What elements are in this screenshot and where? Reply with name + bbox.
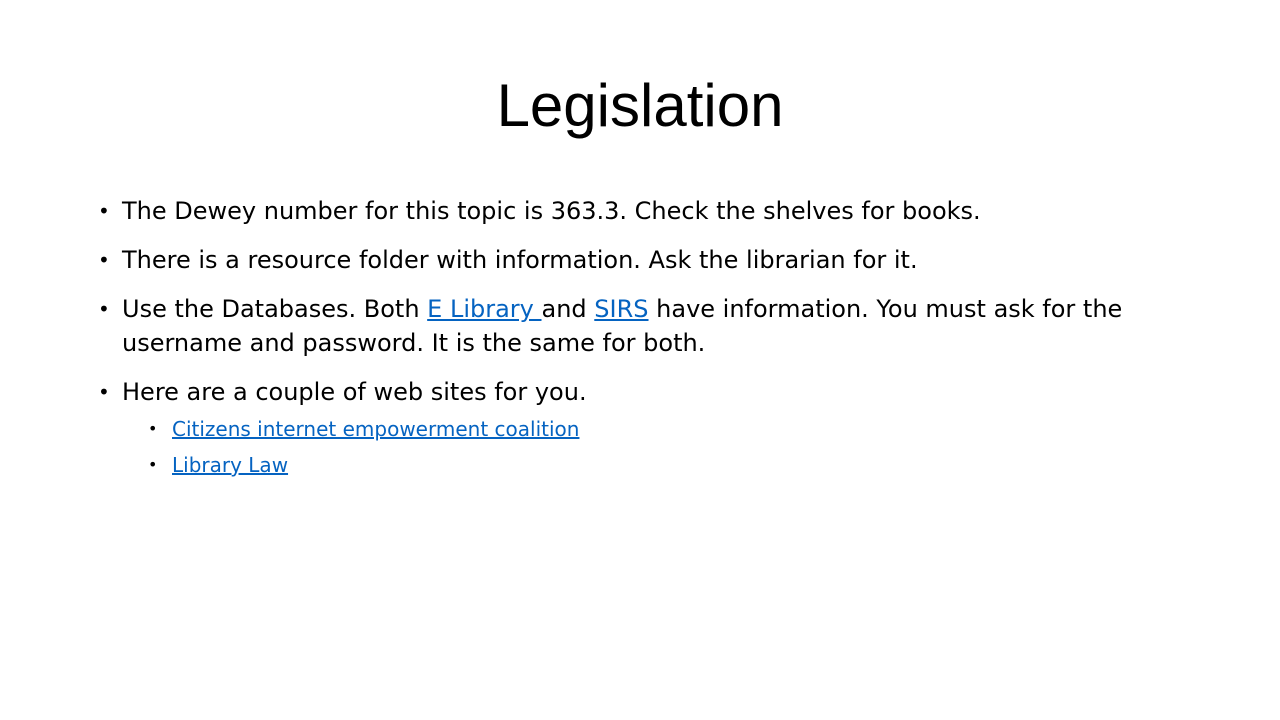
bullet-resource-folder-text: There is a resource folder with information. Ask the librarian for it. — [122, 246, 918, 274]
sub-bullet-citizens — [146, 415, 1196, 443]
slide-body — [96, 194, 1196, 494]
bullet-databases-pre: Use the Databases. Both — [122, 295, 428, 323]
bullet-databases-post: have information. You must ask for the username and password. It is the same for both. — [122, 295, 1123, 357]
bullet-web-sites — [96, 375, 1196, 479]
slide-title: Legislation — [496, 72, 784, 139]
bullet-databases — [96, 292, 1196, 360]
sub-bullet-library-law — [146, 451, 1196, 479]
bullet-web-sites-text: Here are a couple of web sites for you. — [122, 378, 587, 406]
bullet-dewey-text: The Dewey number for this topic is 363.3. Check the shelves for books. — [122, 197, 981, 225]
bullet-list — [96, 194, 1196, 479]
citizens-coalition-link[interactable]: Citizens internet empowerment coalition — [172, 417, 580, 441]
e-library-link[interactable]: E Library — [427, 295, 542, 323]
bullet-databases-mid: and — [541, 295, 595, 323]
bullet-resource-folder — [96, 243, 1196, 277]
bullet-dewey — [96, 194, 1196, 228]
library-law-link[interactable]: Library Law — [172, 453, 289, 477]
sub-bullet-list — [146, 415, 1196, 479]
sirs-link[interactable]: SIRS — [594, 295, 649, 323]
